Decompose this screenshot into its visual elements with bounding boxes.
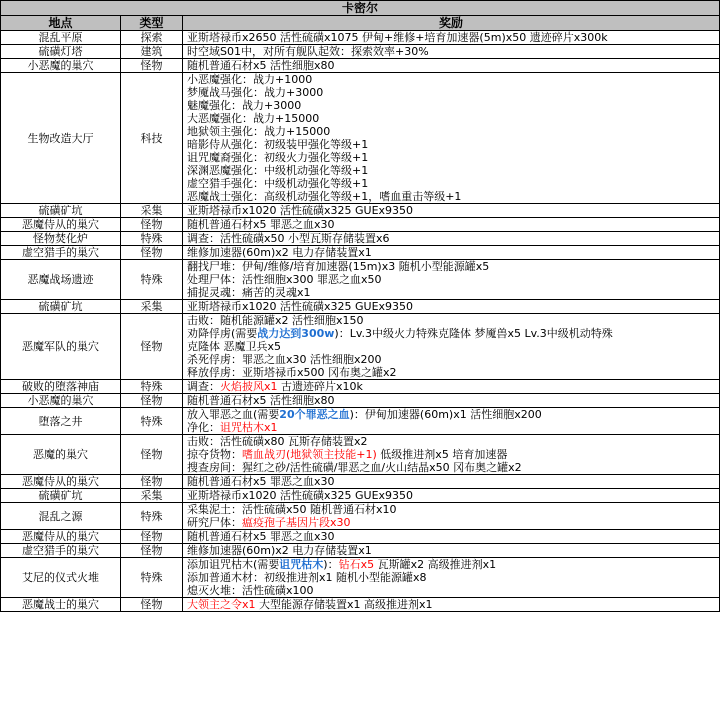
reward-text: 劝降俘虏(需要 — [187, 327, 258, 340]
highlight-text: 嗜血战刃(地狱领主技能+1) — [242, 448, 377, 461]
reward-line — [187, 503, 715, 516]
reward-line — [187, 59, 715, 72]
table-row — [1, 380, 720, 394]
reward-line — [187, 99, 715, 112]
reward-text: )：Lv.3中级火力特殊克隆体 梦魇兽x5 Lv.3中级机动特殊 — [334, 327, 613, 340]
reward-line — [187, 530, 715, 543]
reward-text: 添加普通木材：初级推进剂x1 随机小型能源罐x8 — [187, 571, 427, 584]
table-body — [1, 31, 720, 612]
cell-type: 怪物 — [121, 246, 183, 260]
reward-text: 低级推进剂x5 培育加速器 — [376, 448, 508, 461]
reward-text: 随机普通石材x5 罪恶之血x30 — [187, 530, 335, 543]
reward-line — [187, 571, 715, 584]
header-reward: 奖励 — [183, 16, 720, 31]
reward-text: 地狱领主强化：战力+15000 — [187, 125, 331, 138]
cell-reward — [183, 394, 720, 408]
reward-text: 击败：随机能源罐x2 活性细胞x150 — [187, 314, 364, 327]
table-row — [1, 544, 720, 558]
reward-text: 暗影侍从强化：初级装甲强化等级+1 — [187, 138, 369, 151]
reward-text: 梦魇战马强化：战力+3000 — [187, 86, 324, 99]
cell-type: 采集 — [121, 489, 183, 503]
reward-line — [187, 45, 715, 58]
table-row — [1, 218, 720, 232]
cell-reward — [183, 435, 720, 475]
cell-location: 恶魔战士的巢穴 — [1, 598, 121, 612]
cell-type: 怪物 — [121, 435, 183, 475]
reward-text: 亚斯塔禄币x1020 活性硫磺x325 GUEx9350 — [187, 300, 414, 313]
table-row — [1, 232, 720, 246]
highlight-text: 诅咒枯木x1 — [220, 421, 278, 434]
reward-text: 随机普通石材x5 罪恶之血x30 — [187, 218, 335, 231]
reward-line — [187, 489, 715, 502]
header-type: 类型 — [121, 16, 183, 31]
reward-text: 搜查房间：猩红之砂/活性硫磺/罪恶之血/火山结晶x50 冈布奥之罐x2 — [187, 461, 522, 474]
table-row — [1, 204, 720, 218]
reward-line — [187, 421, 715, 434]
reward-line — [187, 408, 715, 421]
reward-text: 魅魔强化：战力+3000 — [187, 99, 302, 112]
reward-line — [187, 516, 715, 529]
cell-type: 怪物 — [121, 59, 183, 73]
highlight-text: 火焰披风x1 — [220, 380, 278, 393]
reward-text: 处理尸体：活性细胞x300 罪恶之血x50 — [187, 273, 382, 286]
table-row — [1, 300, 720, 314]
reward-line — [187, 177, 715, 190]
cell-location: 恶魔军队的巢穴 — [1, 314, 121, 380]
cell-type: 怪物 — [121, 314, 183, 380]
cell-reward — [183, 73, 720, 204]
cell-reward — [183, 232, 720, 246]
table-row — [1, 503, 720, 530]
table-row — [1, 73, 720, 204]
reward-line — [187, 300, 715, 313]
cell-location: 艾尼的仪式火堆 — [1, 558, 121, 598]
reward-text: 时空域S01中，对所有舰队起效：探索效率+30% — [187, 45, 429, 58]
reward-text: 击败：活性硫磺x80 瓦斯存储装置x2 — [187, 435, 368, 448]
cell-type: 怪物 — [121, 394, 183, 408]
reward-line — [187, 164, 715, 177]
reward-text: 研究尸体： — [187, 516, 242, 529]
cell-reward — [183, 260, 720, 300]
reward-line — [187, 598, 715, 611]
table-row — [1, 475, 720, 489]
table-row — [1, 598, 720, 612]
cell-location: 硫磺矿坑 — [1, 300, 121, 314]
reward-text: 亚斯塔禄币x1020 活性硫磺x325 GUEx9350 — [187, 204, 414, 217]
highlight-text: 诅咒枯木 — [279, 558, 324, 571]
table-row — [1, 246, 720, 260]
reward-text: 古遗迹碎片x10k — [277, 380, 363, 393]
reward-line — [187, 558, 715, 571]
reward-text: 瓦斯罐x2 高级推进剂x1 — [374, 558, 497, 571]
cell-reward — [183, 598, 720, 612]
cell-type: 特殊 — [121, 232, 183, 246]
reward-text: 虚空猎手强化：中级机动强化等级+1 — [187, 177, 369, 190]
cell-type: 采集 — [121, 204, 183, 218]
reward-line — [187, 394, 715, 407]
reward-text: )： — [323, 558, 339, 571]
reward-text: 诅咒魔裔强化：初级火力强化等级+1 — [187, 151, 369, 164]
reward-line — [187, 435, 715, 448]
cell-type: 特殊 — [121, 558, 183, 598]
cell-type: 特殊 — [121, 408, 183, 435]
table-row — [1, 558, 720, 598]
cell-location: 堕落之井 — [1, 408, 121, 435]
reward-line — [187, 366, 715, 379]
highlight-text: 20个罪恶之血 — [279, 408, 350, 421]
reward-line — [187, 353, 715, 366]
reward-line — [187, 112, 715, 125]
cell-reward — [183, 558, 720, 598]
reward-line — [187, 380, 715, 393]
table-row — [1, 408, 720, 435]
reward-text: 调查： — [187, 380, 220, 393]
reward-text: 克隆体 恶魔卫兵x5 — [187, 340, 282, 353]
reward-line — [187, 246, 715, 259]
reward-text: )：伊甸加速器(60m)x1 活性细胞x200 — [349, 408, 542, 421]
cell-reward — [183, 475, 720, 489]
reward-line — [187, 314, 715, 327]
reward-line — [187, 544, 715, 557]
cell-reward — [183, 45, 720, 59]
cell-reward — [183, 503, 720, 530]
cell-reward — [183, 314, 720, 380]
reward-text: 采集泥土：活性硫磺x50 随机普通石材x10 — [187, 503, 397, 516]
reward-line — [187, 286, 715, 299]
reward-text: 维修加速器(60m)x2 电力存储装置x1 — [187, 246, 372, 259]
reward-line — [187, 327, 715, 340]
reward-line — [187, 204, 715, 217]
cell-type: 怪物 — [121, 530, 183, 544]
cell-location: 生物改造大厅 — [1, 73, 121, 204]
cell-type: 怪物 — [121, 544, 183, 558]
highlight-text: 钻石x5 — [338, 558, 375, 571]
table-title: 卡密尔 — [1, 1, 720, 16]
cell-location: 硫磺矿坑 — [1, 489, 121, 503]
cell-type: 怪物 — [121, 598, 183, 612]
cell-type: 采集 — [121, 300, 183, 314]
reward-line — [187, 273, 715, 286]
cell-reward — [183, 489, 720, 503]
reward-text: 随机普通石材x5 活性细胞x80 — [187, 394, 335, 407]
cell-location: 虚空猎手的巢穴 — [1, 246, 121, 260]
reward-text: 随机普通石材x5 活性细胞x80 — [187, 59, 335, 72]
reward-text: 熄灭火堆：活性硫磺x100 — [187, 584, 314, 597]
cell-reward — [183, 408, 720, 435]
reward-text: 亚斯塔禄币x1020 活性硫磺x325 GUEx9350 — [187, 489, 414, 502]
table-row — [1, 260, 720, 300]
cell-location: 混乱之源 — [1, 503, 121, 530]
reward-text: 亚斯塔禄币x2650 活性硫磺x1075 伊甸+维修+培育加速器(5m)x50 遗迹碎片x300k — [187, 31, 608, 44]
reward-line — [187, 232, 715, 245]
cell-reward — [183, 59, 720, 73]
reward-text: 杀死俘虏：罪恶之血x30 活性细胞x200 — [187, 353, 382, 366]
reward-text: 深渊恶魔强化：中级机动强化等级+1 — [187, 164, 369, 177]
cell-type: 特殊 — [121, 380, 183, 394]
cell-location: 恶魔侍从的巢穴 — [1, 475, 121, 489]
cell-reward — [183, 380, 720, 394]
cell-reward — [183, 530, 720, 544]
reward-text: 随机普通石材x5 罪恶之血x30 — [187, 475, 335, 488]
reward-line — [187, 190, 715, 203]
table-row — [1, 314, 720, 380]
reward-text: 捕捉灵魂：痛苦的灵魂x1 — [187, 286, 311, 299]
cell-location: 恶魔的巢穴 — [1, 435, 121, 475]
reward-text: 净化： — [187, 421, 220, 434]
table-row — [1, 31, 720, 45]
reward-text: 大恶魔强化：战力+15000 — [187, 112, 320, 125]
table-row — [1, 45, 720, 59]
table-row — [1, 489, 720, 503]
cell-location: 破败的堕落神庙 — [1, 380, 121, 394]
cell-reward — [183, 300, 720, 314]
cell-location: 硫磺灯塔 — [1, 45, 121, 59]
reward-line — [187, 448, 715, 461]
cell-location: 恶魔侍从的巢穴 — [1, 530, 121, 544]
cell-reward — [183, 31, 720, 45]
cell-reward — [183, 544, 720, 558]
cell-reward — [183, 218, 720, 232]
cell-location: 硫磺矿坑 — [1, 204, 121, 218]
cell-location: 恶魔战场遗迹 — [1, 260, 121, 300]
reward-line — [187, 86, 715, 99]
reward-line — [187, 125, 715, 138]
reward-text: 释放俘虏：亚斯塔禄币x500 冈布奥之罐x2 — [187, 366, 397, 379]
cell-type: 建筑 — [121, 45, 183, 59]
reward-line — [187, 475, 715, 488]
reward-text: 调查：活性硫磺x50 小型瓦斯存储装置x6 — [187, 232, 390, 245]
reward-line — [187, 31, 715, 44]
highlight-text: 战力达到300w — [257, 327, 335, 340]
reward-line — [187, 461, 715, 474]
table-row — [1, 530, 720, 544]
cell-location: 虚空猎手的巢穴 — [1, 544, 121, 558]
cell-location: 小恶魔的巢穴 — [1, 59, 121, 73]
reward-text: 翻找尸堆：伊甸/维修/培育加速器(15m)x3 随机小型能源罐x5 — [187, 260, 490, 273]
reward-line — [187, 340, 715, 353]
reward-line — [187, 260, 715, 273]
reward-line — [187, 584, 715, 597]
reward-text: 添加诅咒枯木(需要 — [187, 558, 280, 571]
cell-type: 怪物 — [121, 475, 183, 489]
cell-type: 怪物 — [121, 218, 183, 232]
cell-type: 特殊 — [121, 503, 183, 530]
cell-location: 混乱平原 — [1, 31, 121, 45]
reward-text: 大型能源存储装置x1 高级推进剂x1 — [255, 598, 433, 611]
highlight-text: 大领主之令x1 — [187, 598, 256, 611]
cell-type: 特殊 — [121, 260, 183, 300]
cell-location: 怪物焚化炉 — [1, 232, 121, 246]
reward-line — [187, 138, 715, 151]
reward-text: 小恶魔强化：战力+1000 — [187, 73, 313, 86]
cell-location: 恶魔侍从的巢穴 — [1, 218, 121, 232]
reward-text: 恶魔战士强化：高级机动强化等级+1，嗜血重击等级+1 — [187, 190, 462, 203]
cell-location: 小恶魔的巢穴 — [1, 394, 121, 408]
reward-text: 维修加速器(60m)x2 电力存储装置x1 — [187, 544, 372, 557]
header-location: 地点 — [1, 16, 121, 31]
reward-line — [187, 73, 715, 86]
table-row — [1, 394, 720, 408]
cell-type: 科技 — [121, 73, 183, 204]
reward-line — [187, 151, 715, 164]
table-row — [1, 435, 720, 475]
reward-line — [187, 218, 715, 231]
cell-type: 探索 — [121, 31, 183, 45]
reward-text: 放入罪恶之血(需要 — [187, 408, 280, 421]
cell-reward — [183, 204, 720, 218]
reward-text: 掠夺货物： — [187, 448, 242, 461]
table-row — [1, 59, 720, 73]
cell-reward — [183, 246, 720, 260]
highlight-text: 瘟疫孢子基因片段x30 — [242, 516, 351, 529]
